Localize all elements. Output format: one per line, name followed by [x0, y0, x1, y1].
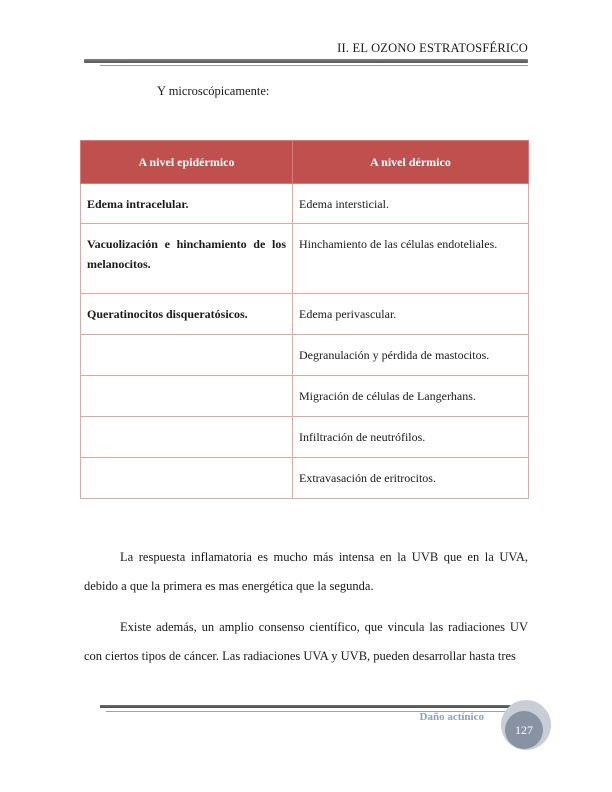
table-row	[81, 294, 529, 335]
running-header: II. EL OZONO ESTRATOSFÉRICO	[337, 41, 528, 55]
table-row	[81, 417, 529, 458]
footer-section-label: Daño actínico	[419, 711, 484, 723]
table-cell	[81, 376, 293, 417]
table-cell: Queratinocitos disqueratósicos.	[81, 294, 293, 335]
table-cell: Edema perivascular.	[293, 294, 529, 335]
body-paragraph: La respuesta inflamatoria es mucho más intensa en la UVB que en la UVA, debido a que la primera es mas energética que la segunda.	[84, 550, 528, 593]
intro-text: Y microscópicamente:	[157, 84, 270, 98]
table-row	[81, 376, 529, 417]
column-header-dermal: A nivel dérmico	[293, 141, 529, 184]
page-number: 127	[515, 722, 533, 737]
page-number-badge	[505, 711, 543, 749]
table-cell	[81, 458, 293, 499]
table-row	[81, 335, 529, 376]
table-cell: Degranulación y pérdida de mastocitos.	[293, 335, 529, 376]
header-rule-thin	[100, 65, 528, 66]
comparison-table	[80, 140, 529, 499]
table-cell: Edema intersticial.	[293, 184, 529, 224]
table-cell: Infiltración de neutrófilos.	[293, 417, 529, 458]
table-cell	[81, 335, 293, 376]
table-cell: Extravasación de eritrocitos.	[293, 458, 529, 499]
table-header-row	[81, 141, 529, 184]
table-row	[81, 458, 529, 499]
footer-rule	[100, 705, 520, 708]
table-cell: Migración de células de Langerhans.	[293, 376, 529, 417]
header-rule	[84, 59, 528, 63]
table-cell: Hinchamiento de las células endoteliales.	[293, 224, 529, 294]
table-cell: Vacuolización e hinchamiento de los melanocitos.	[81, 224, 293, 294]
table-row	[81, 184, 529, 224]
body-paragraph: Existe además, un amplio consenso científico, que vincula las radiaciones UV con ciertos tipos de cáncer. Las radiaciones UVA y UVB, pueden desarrollar hasta tres	[84, 620, 528, 663]
table-row	[81, 224, 529, 294]
table-cell	[81, 417, 293, 458]
table-cell: Edema intracelular.	[81, 184, 293, 224]
column-header-epidermal: A nivel epidérmico	[81, 141, 293, 184]
